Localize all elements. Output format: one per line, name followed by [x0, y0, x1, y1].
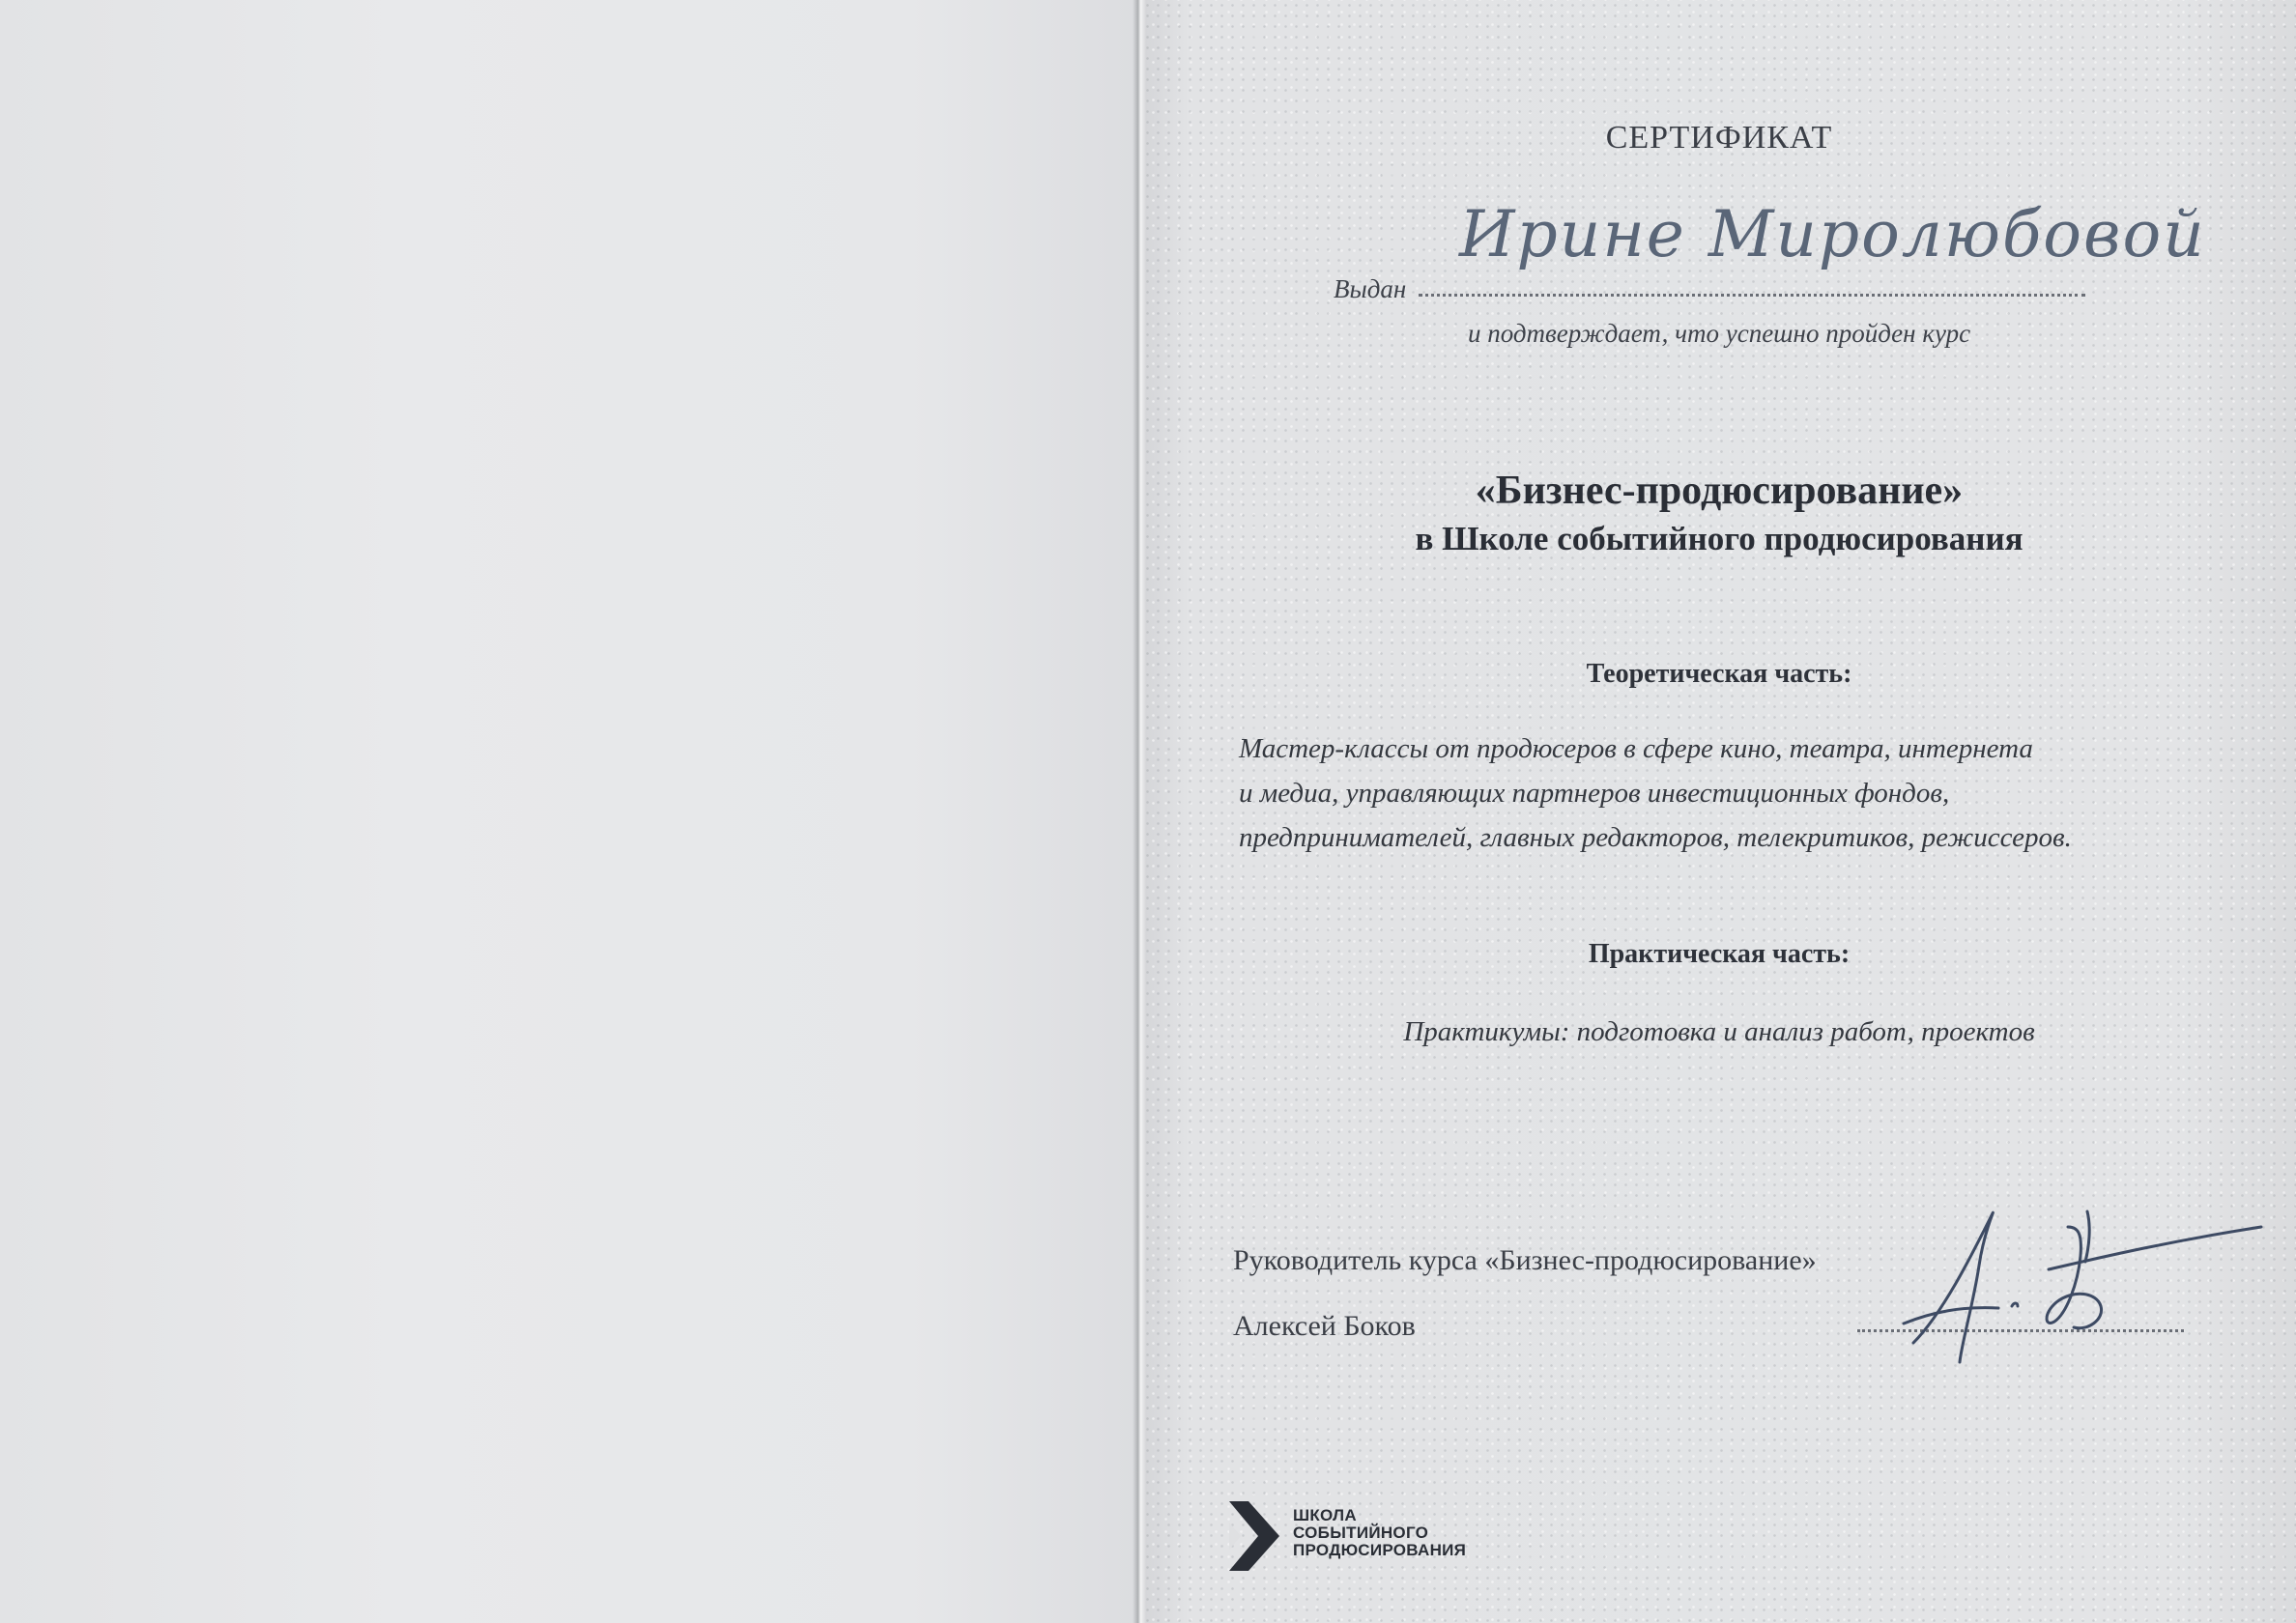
issued-to-row: [1334, 189, 2206, 305]
theory-line: Мастер-классы от продюсеров в сфере кино, театра, интернета: [1239, 733, 2033, 764]
school-logo: [1229, 1499, 1538, 1577]
logo-line: СОБЫТИЙНОГО: [1293, 1523, 1429, 1542]
page-fold: [1133, 0, 1146, 1623]
theory-description: [1239, 726, 2205, 860]
issued-dotted-line: [1419, 294, 2085, 297]
theory-line: предпринимателей, главных редакторов, телекритиков, режиссеров.: [1239, 822, 2072, 853]
course-head-name: Алексей Боков: [1233, 1310, 1416, 1342]
signature-image: [1884, 1198, 2271, 1372]
course-school: в Школе событийного продюсирования: [1415, 520, 2023, 557]
course-head-label: Руководитель курса «Бизнес-продюсирование»: [1233, 1244, 1817, 1276]
logo-line: ПРОДЮСИРОВАНИЯ: [1293, 1541, 1467, 1559]
school-logo-chevron-icon: [1229, 1501, 1281, 1571]
practice-description: Практикумы: подготовка и анализ работ, проектов: [1403, 1016, 2035, 1047]
practice-heading: Практическая часть:: [1588, 939, 1851, 969]
logo-line: ШКОЛА: [1293, 1506, 1357, 1524]
certificate-title: СЕРТИФИКАТ: [1605, 120, 1833, 156]
recipient-name: Ирине Миролюбовой: [1459, 197, 2206, 271]
theory-heading: Теоретическая часть:: [1586, 659, 1852, 689]
confirmation-text: и подтверждает, что успешно пройден курс: [1467, 319, 1971, 348]
school-logo-text: [1293, 1507, 1466, 1559]
issued-label: Выдан: [1334, 274, 1407, 303]
theory-line: и медиа, управляющих партнеров инвестиционных фондов,: [1239, 778, 1950, 809]
blank-left-page: [0, 0, 1136, 1623]
course-title: «Бизнес-продюсирование»: [1475, 469, 1964, 513]
